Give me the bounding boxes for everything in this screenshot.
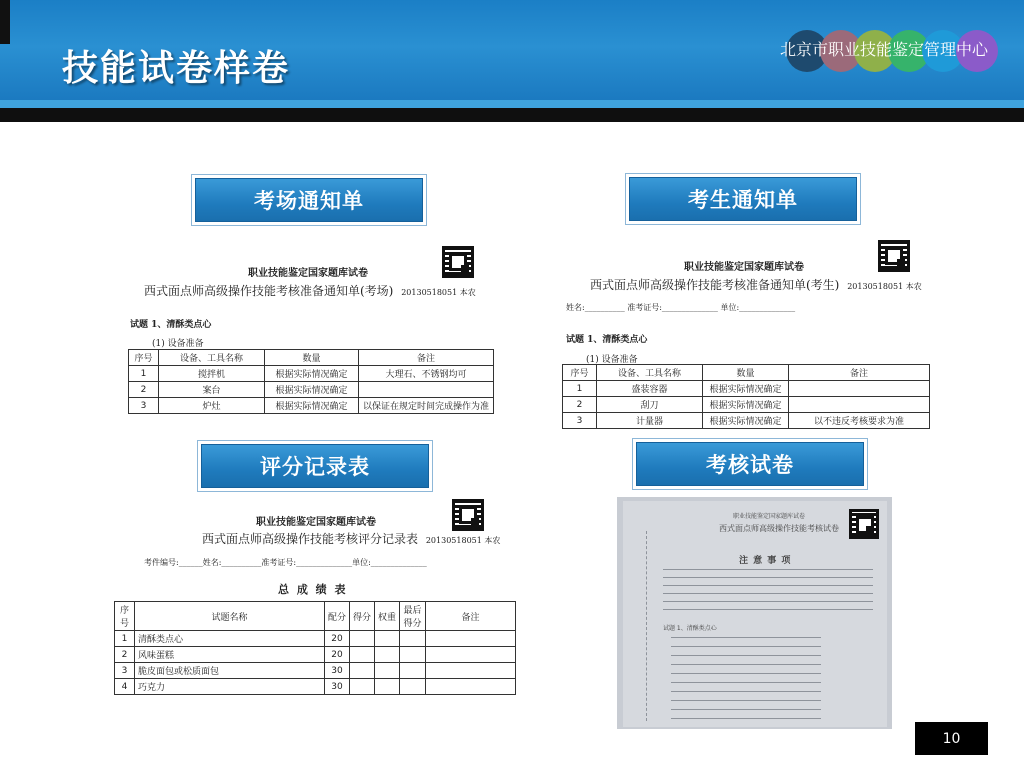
table-cell: 1 xyxy=(115,631,135,647)
table-cell: 2 xyxy=(115,647,135,663)
table-cell: 搅拌机 xyxy=(159,366,265,382)
header-dark-band xyxy=(0,108,1024,122)
table-header-cell: 权重 xyxy=(375,602,400,631)
table-title: 总 成 绩 表 xyxy=(278,583,348,596)
table-header-cell: 设备、工具名称 xyxy=(597,365,703,381)
table-cell: 4 xyxy=(115,679,135,695)
table-row xyxy=(563,397,930,413)
table-cell: 3 xyxy=(563,413,597,429)
candidate-fields: 考件编号:______姓名:__________准考证号:______________单位:______________ xyxy=(144,558,427,567)
table-cell xyxy=(400,631,426,647)
table-cell: 刮刀 xyxy=(597,397,703,413)
table-row xyxy=(563,413,930,429)
notice-heading: 注 意 事 项 xyxy=(739,556,792,566)
table-cell: 1 xyxy=(129,366,159,382)
doc-bank-title: 职业技能鉴定国家题库试卷 xyxy=(733,513,806,520)
table-cell xyxy=(375,647,400,663)
doc-bank-title: 职业技能鉴定国家题库试卷 xyxy=(684,262,804,273)
doc-score-sheet xyxy=(112,497,520,707)
table-cell xyxy=(789,397,930,413)
qr-code-icon xyxy=(442,246,474,278)
label-score-sheet-text: 评分记录表 xyxy=(201,444,429,488)
label-candidate-notice-text: 考生通知单 xyxy=(629,177,857,221)
table-header-cell: 配分 xyxy=(325,602,350,631)
sub-title: (1) 设备准备 xyxy=(586,355,638,365)
table-header-cell: 数量 xyxy=(265,350,359,366)
table-cell xyxy=(350,647,375,663)
table-row xyxy=(129,382,494,398)
org-name: 北京市职业技能鉴定管理中心 xyxy=(780,40,989,59)
doc-code: 20130518051 本农 xyxy=(401,288,476,297)
table-header-cell: 最后得分 xyxy=(400,602,426,631)
doc-bank-title: 职业技能鉴定国家题库试卷 xyxy=(248,268,368,279)
notice-lines xyxy=(663,569,873,615)
equipment-table xyxy=(562,364,930,429)
table-cell: 根据实际情况确定 xyxy=(265,398,359,414)
table-row xyxy=(115,631,516,647)
table-cell: 盛装容器 xyxy=(597,381,703,397)
table-cell: 根据实际情况确定 xyxy=(265,382,359,398)
table-cell: 巧克力 xyxy=(135,679,325,695)
table-header-cell: 备注 xyxy=(359,350,494,366)
doc-title xyxy=(144,282,476,299)
table-cell: 根据实际情况确定 xyxy=(703,413,789,429)
table-cell xyxy=(375,679,400,695)
table-cell: 清酥类点心 xyxy=(135,631,325,647)
label-exam-paper-text: 考核试卷 xyxy=(636,442,864,486)
table-cell: 以不违反考核要求为准 xyxy=(789,413,930,429)
doc-code: 20130518051 本农 xyxy=(425,536,501,545)
doc-code: 20130518051 本农 xyxy=(847,282,922,291)
table-cell xyxy=(350,663,375,679)
table-header-cell: 序号 xyxy=(129,350,159,366)
table-cell xyxy=(426,647,516,663)
doc-title xyxy=(590,276,922,293)
table-cell: 脆皮面包或松质面包 xyxy=(135,663,325,679)
table-cell xyxy=(426,663,516,679)
table-cell: 风味蛋糕 xyxy=(135,647,325,663)
page-number: 10 xyxy=(915,722,988,755)
table-header-cell: 设备、工具名称 xyxy=(159,350,265,366)
table-row xyxy=(563,381,930,397)
table-cell xyxy=(400,647,426,663)
table-cell xyxy=(426,679,516,695)
table-cell: 2 xyxy=(129,382,159,398)
table-cell xyxy=(359,382,494,398)
question-title: 试题 1、清酥类点心 xyxy=(130,320,212,330)
table-cell: 3 xyxy=(115,663,135,679)
table-cell xyxy=(350,631,375,647)
table-header-cell: 序号 xyxy=(115,602,135,631)
table-row xyxy=(129,366,494,382)
exam-paper-sheet xyxy=(623,501,887,727)
table-cell xyxy=(789,381,930,397)
table-cell xyxy=(400,663,426,679)
table-cell xyxy=(375,631,400,647)
table-header-row xyxy=(115,602,516,631)
table-cell: 案台 xyxy=(159,382,265,398)
table-cell: 3 xyxy=(129,398,159,414)
score-table xyxy=(114,601,516,695)
table-cell: 1 xyxy=(563,381,597,397)
sub-title: (1) 设备准备 xyxy=(152,339,204,349)
table-cell: 30 xyxy=(325,663,350,679)
table-cell: 30 xyxy=(325,679,350,695)
table-cell: 根据实际情况确定 xyxy=(703,397,789,413)
candidate-fields: 姓名:__________ 准考证号:______________ 单位:______________ xyxy=(566,303,796,312)
table-row xyxy=(129,398,494,414)
table-cell xyxy=(400,679,426,695)
table-cell: 大理石、不锈钢均可 xyxy=(359,366,494,382)
binding-margin xyxy=(629,531,647,721)
label-exam-paper xyxy=(632,438,868,490)
qr-code-icon xyxy=(452,499,484,531)
table-cell: 根据实际情况确定 xyxy=(265,366,359,382)
table-cell: 以保证在规定时间完成操作为准 xyxy=(359,398,494,414)
table-row xyxy=(115,679,516,695)
table-row xyxy=(115,647,516,663)
table-cell xyxy=(375,663,400,679)
table-cell: 根据实际情况确定 xyxy=(703,381,789,397)
corner-mark xyxy=(0,0,10,44)
table-header-cell: 备注 xyxy=(789,365,930,381)
table-header-cell: 试题名称 xyxy=(135,602,325,631)
qr-code-icon xyxy=(878,240,910,272)
question-title: 试题 1、清酥类点心 xyxy=(566,335,648,345)
doc-title-text: 西式面点师高级操作技能考核准备通知单(考生) xyxy=(590,278,840,292)
table-cell: 2 xyxy=(563,397,597,413)
table-cell: 炉灶 xyxy=(159,398,265,414)
label-score-sheet xyxy=(197,440,433,492)
table-cell: 20 xyxy=(325,647,350,663)
table-header-row xyxy=(129,350,494,366)
question-lines xyxy=(671,637,821,721)
table-header-cell: 备注 xyxy=(426,602,516,631)
exam-paper-photo xyxy=(617,497,892,729)
doc-title xyxy=(202,530,500,547)
doc-title-text: 西式面点师高级操作技能考核准备通知单(考场) xyxy=(144,284,394,298)
question-title: 试题 1、清酥类点心 xyxy=(663,625,717,632)
doc-title-text: 西式面点师高级操作技能考核评分记录表 xyxy=(202,532,419,546)
slide-title: 技能试卷样卷 xyxy=(62,48,291,89)
table-row xyxy=(115,663,516,679)
doc-exam-notice xyxy=(118,244,500,410)
doc-candidate-notice xyxy=(562,238,934,427)
header-stripe xyxy=(0,100,1024,108)
table-cell: 20 xyxy=(325,631,350,647)
table-header-cell: 数量 xyxy=(703,365,789,381)
label-exam-notice xyxy=(191,174,427,226)
doc-bank-title: 职业技能鉴定国家题库试卷 xyxy=(256,517,376,528)
equipment-table xyxy=(128,349,494,414)
label-candidate-notice xyxy=(625,173,861,225)
table-cell xyxy=(350,679,375,695)
table-header-cell: 序号 xyxy=(563,365,597,381)
table-header-cell: 得分 xyxy=(350,602,375,631)
label-exam-notice-text: 考场通知单 xyxy=(195,178,423,222)
table-cell xyxy=(426,631,516,647)
qr-code-icon xyxy=(849,509,879,539)
table-cell: 计量器 xyxy=(597,413,703,429)
doc-title: 西式面点师高级操作技能考核试卷 xyxy=(719,524,839,533)
table-header-row xyxy=(563,365,930,381)
